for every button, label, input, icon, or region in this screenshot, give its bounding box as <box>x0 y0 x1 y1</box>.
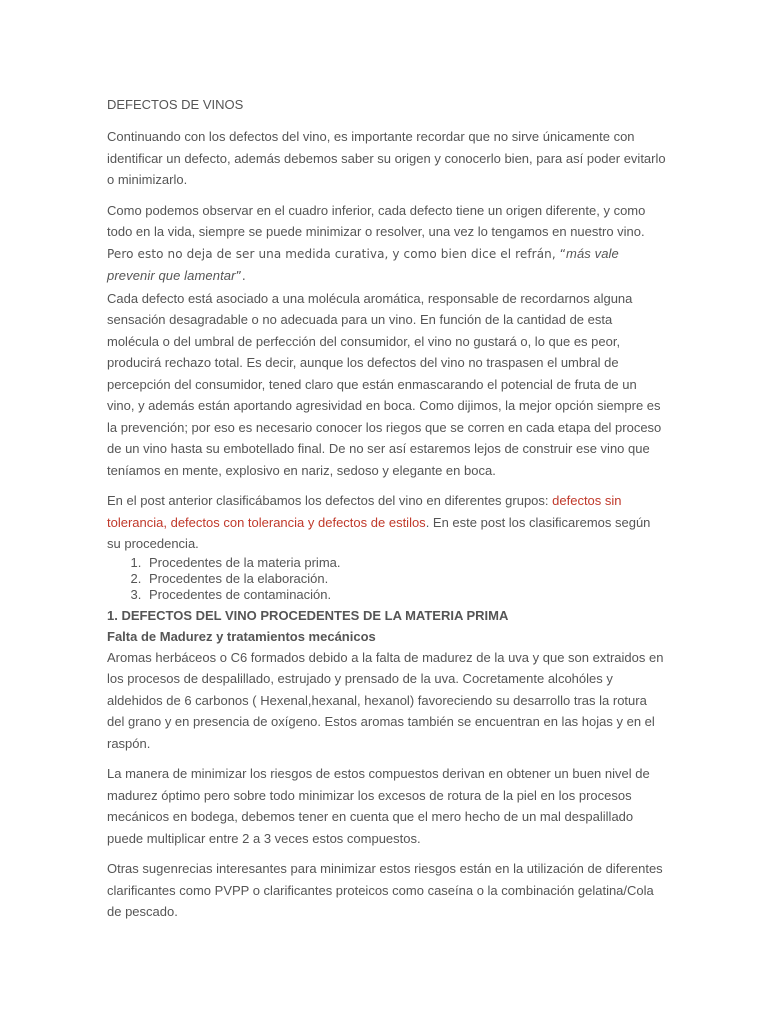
classification-tail: . En este post los clasificaremos según su procedencia. <box>107 514 651 551</box>
classification-lead: En el post anterior clasificábamos los defectos del vino en diferentes grupos: <box>107 493 553 508</box>
paragraph-molecule: Cada defecto está asociado a una molécula aromática, responsable de recordarnos alguna sensación desagradable o no adecuada para un vino. En función de la cantidad de esta molécula o del umbral de perfección del consumidor, el vino no gustará o, lo que es peor, producirá rechazo total. Es decir, aunque los defectos del vino no traspasen el umbral de percepción del consumidor, tened claro que están enmascarando el potencial de fruta de un vino, y además están aportando agresividad en boca. Como dijimos, la mejor opción siempre es la prevención; por eso es necesario conocer los riegos que se corren en cada etapa del proceso de un vino hasta su embotellado final. De no ser así estaremos lejos de construir ese vino que teníamos en mente, explosivo en nariz, sedoso y elegante en boca. <box>107 290 662 478</box>
document-page <box>107 96 667 923</box>
defect-groups-link[interactable]: defectos sin tolerancia, defectos con tolerancia y defectos de estilos <box>107 493 622 530</box>
paragraph-origin-text: Como podemos observar en el cuadro inferior, cada defecto tiene un origen diferente, y como todo en la vida, siempre se puede minimizar o resolver, una vez lo tengamos en nuestro vino. <box>107 202 646 239</box>
list-item: 2. Procedentes de la elaboración. <box>145 571 667 587</box>
paragraph-minimize: La manera de minimizar los riesgos de estos compuestos derivan en obtener un buen nivel de madurez óptimo pero sobre todo minimizar los excesos de rotura de la piel en los procesos mecánicos en bodega, debemos tener en cuenta que el mero hecho de un mal despalillado puede multiplicar entre 2 a 3 veces estos compuestos. <box>107 766 650 846</box>
paragraph-suggestions: Otras sugenrecias interesantes para minimizar estos riesgos están en la utilización de diferentes clarificantes como PVPP o clarificantes proteicos como caseína o la combinación gelatina/Cola de pescado. <box>107 861 663 919</box>
origin-list <box>107 555 667 603</box>
proverb-quote <box>107 247 619 284</box>
sub-heading: Falta de Madurez y tratamientos mecánicos <box>107 628 376 644</box>
proverb-close: ”. <box>235 269 246 283</box>
paragraph-herbaceous: Aromas herbáceos o C6 formados debido a la falta de madurez de la uva y que son extraidos en los procesos de despalillado, estrujado y prensado de la uva. Cocretamente alcohóles y aldehidos de 6 carbonos ( Hexenal,hexanal, hexanol) favoreciendo su desarrollo tras la rotura del grano y en presencia de oxígeno. Estos aromas también se encuentran en las hojas y en el raspón. <box>107 649 664 751</box>
list-item: 1. Procedentes de la materia prima. <box>145 555 667 571</box>
paragraph-classification <box>107 490 667 555</box>
proverb-italic: más vale prevenir que lamentar <box>107 245 619 283</box>
proverb-lead: Pero esto no deja de ser una medida curativa, y como bien dice el refrán, “ <box>107 246 567 261</box>
paragraph-intro: Continuando con los defectos del vino, es importante recordar que no sirve únicamente con identificar un defecto, además debemos saber su origen y conocerlo bien, para así poder evitarlo o minimizarlo. <box>107 129 666 187</box>
paragraph-origin <box>107 200 667 288</box>
list-item: 3. Procedentes de contaminación. <box>145 587 667 603</box>
section-heading: 1. DEFECTOS DEL VINO PROCEDENTES DE LA MATERIA PRIMA <box>107 607 509 623</box>
document-title: DEFECTOS DE VINOS <box>107 97 244 112</box>
